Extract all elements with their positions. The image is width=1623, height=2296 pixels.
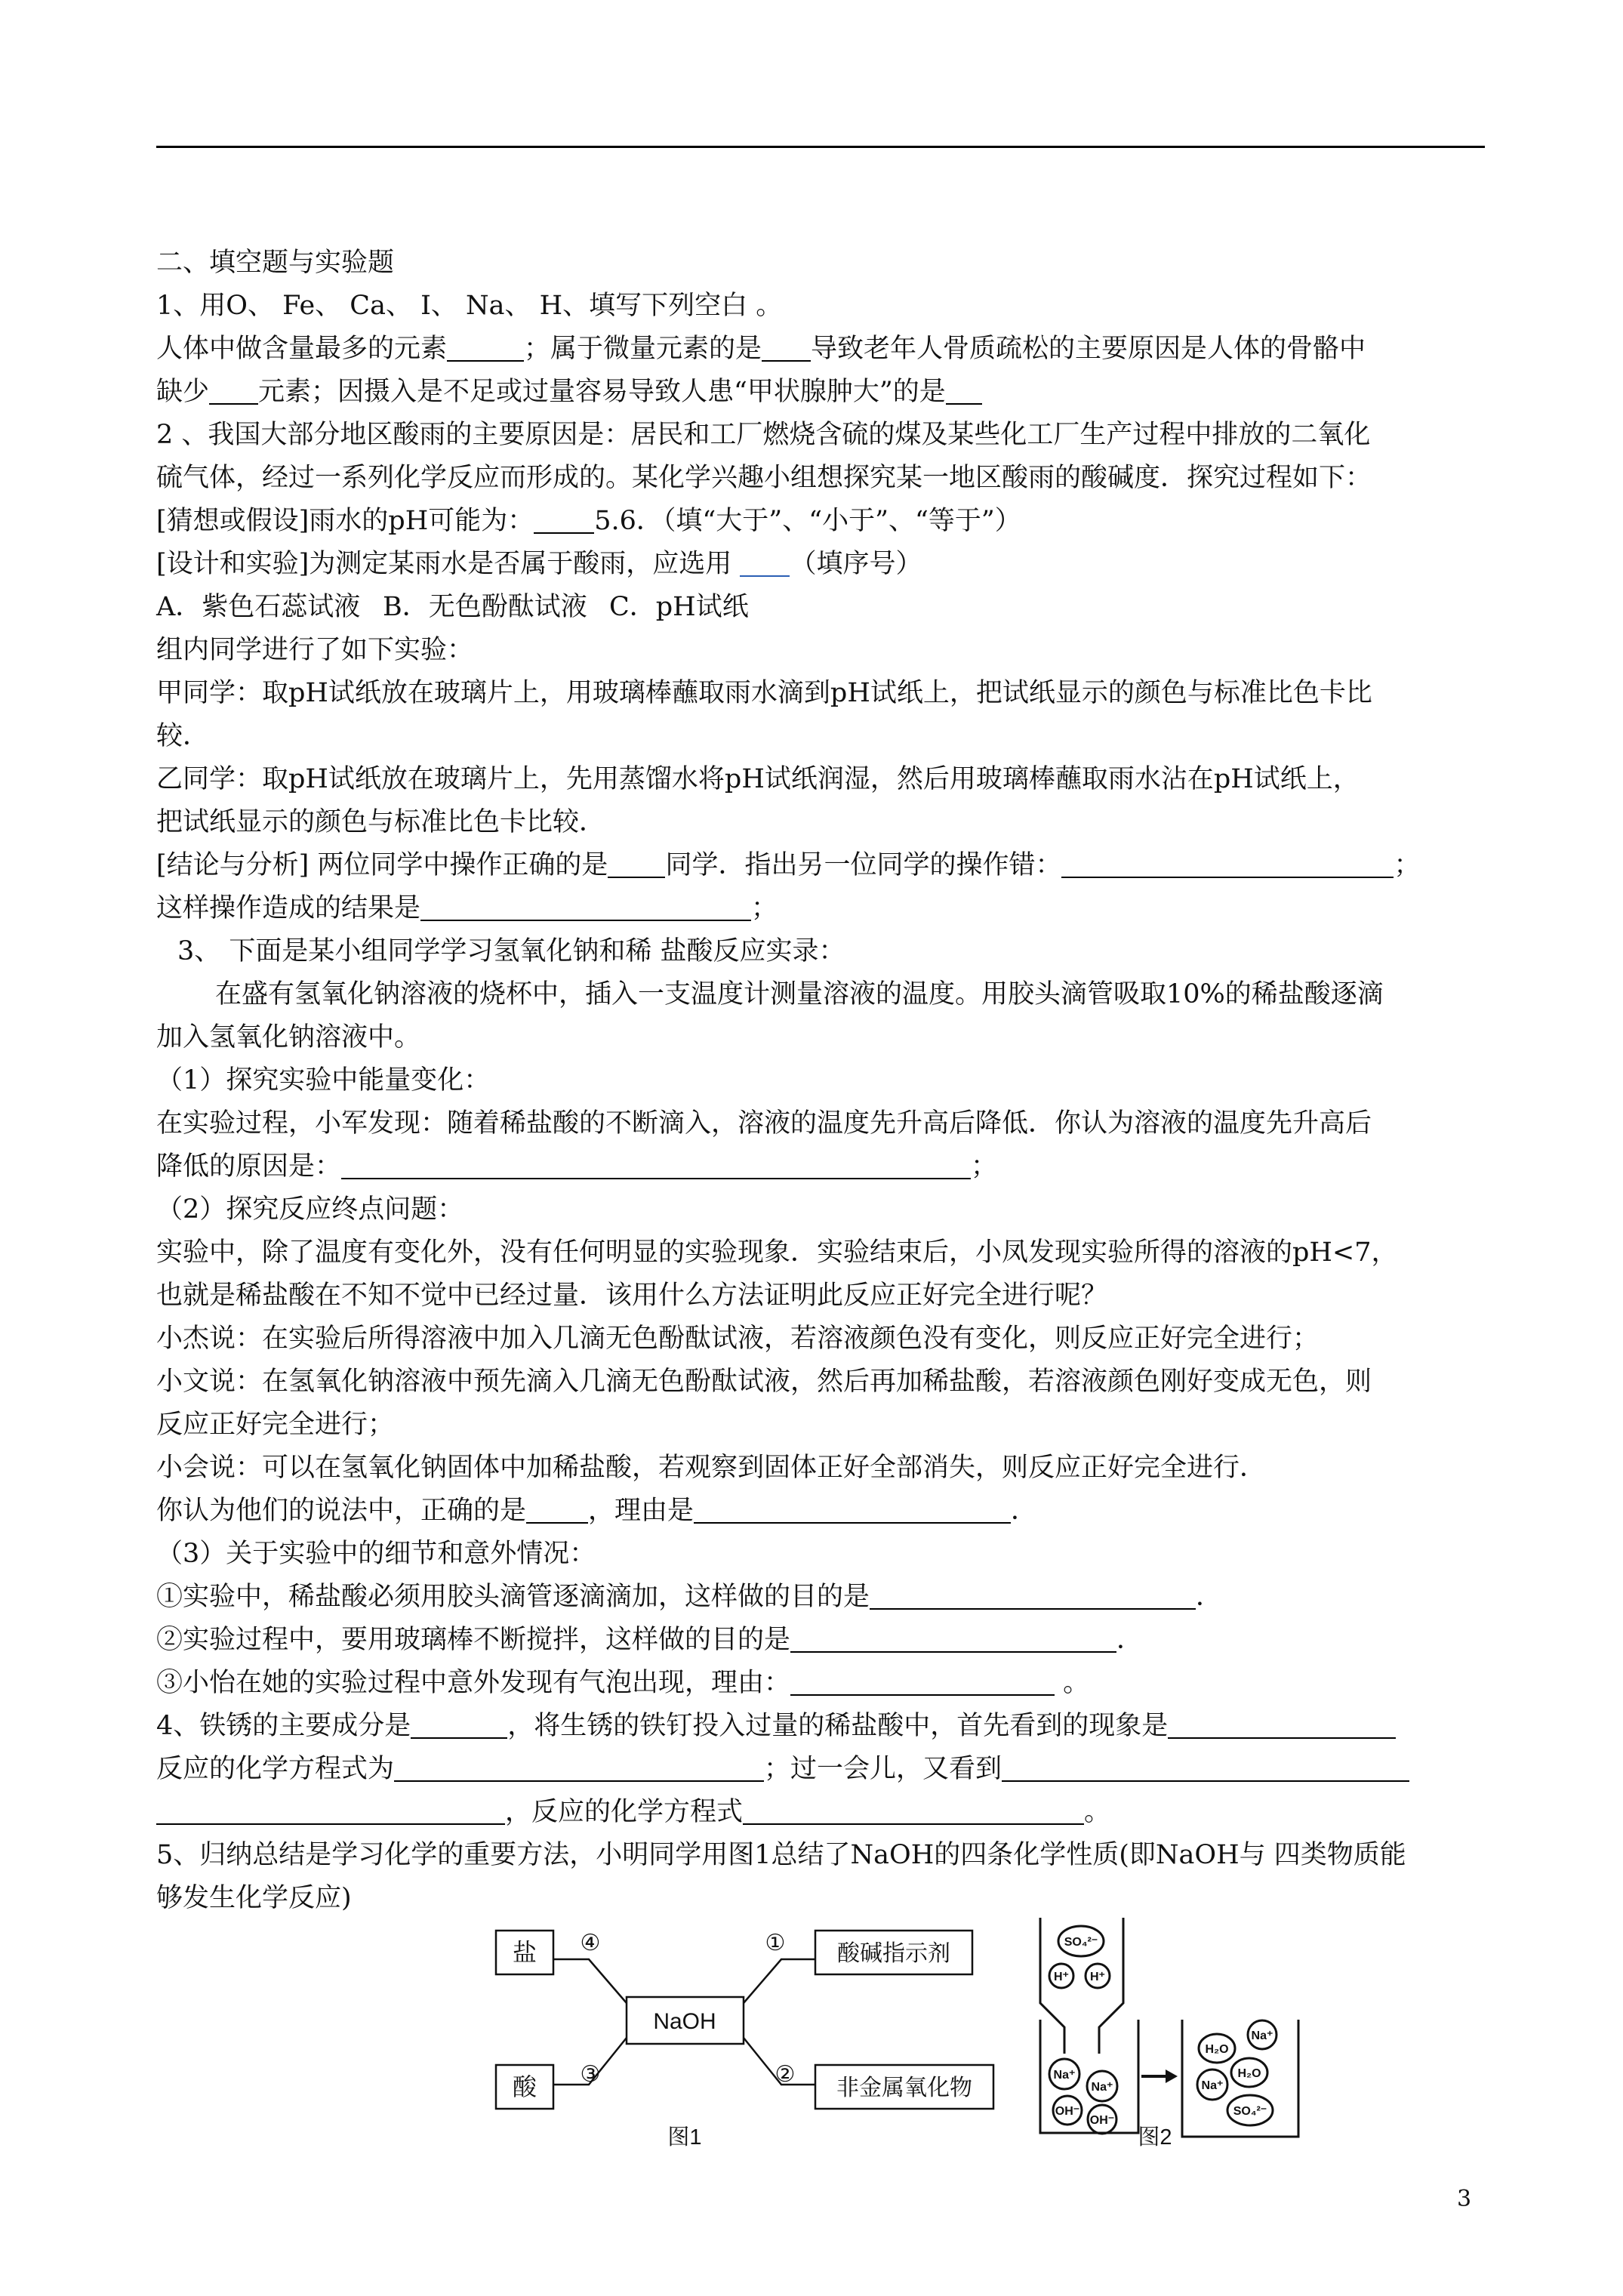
q2-options: A．紫色石蕊试液 B．无色酚酞试液 C．pH试纸 [156,592,749,622]
answer-blank[interactable] [946,373,982,405]
figure-1-caption: 图1 [667,2125,702,2150]
figure-2-caption: 图2 [1138,2125,1172,2150]
q3-part2-line-2: 也就是稀盐酸在不知不觉中已经过量．该用什么方法证明此反应正好完全进行呢？ [156,1281,1108,1311]
figure-2-diagram [1040,1918,1298,2150]
q1-prompt: 1、用O、 Fe、 Ca、 I、 Na、 H、填写下列空白 。 [156,291,783,321]
ion-label: H⁺ [1054,1971,1069,1983]
number-4: ④ [580,1931,601,1955]
q3-detail-3: ③小怡在她的实验过程中意外发现有气泡出现，理由： 。 [156,1662,1492,1705]
answer-blank[interactable] [790,1621,1116,1653]
worksheet-body [156,242,1492,1920]
q3-detail-2: ②实验过程中，要用玻璃棒不断搅拌，这样做的目的是 ． [156,1619,1492,1662]
ion-label: Na⁺ [1091,2081,1113,2094]
q2-design: [设计和实验]为测定某雨水是否属于酸雨，应选用 （填序号） [156,543,1492,586]
answer-blank[interactable] [447,330,524,362]
q3-intro-1: 在盛有氢氧化钠溶液的烧杯中，插入一支温度计测量溶液的温度。用胶头滴管吸取10%的稀盐酸逐滴 [215,979,1384,1009]
header-rule [156,146,1485,148]
q3-intro-2: 加入氢氧化钠溶液中。 [156,1022,421,1052]
ion-label: H₂O [1237,2067,1261,2080]
figure-1-diagram [496,1931,993,2150]
q2-result: 这样操作造成的结果是 ； [156,887,1492,930]
ion-label: SO₄²⁻ [1064,1936,1098,1949]
answer-blank[interactable] [1061,846,1394,878]
figures-area [0,1914,1623,2156]
ion-label: Na⁺ [1053,2069,1076,2082]
q3-xiaowen-1: 小文说：在氢氧化钠溶液中预先滴入几滴无色酚酞试液，然后再加稀盐酸，若溶液颜色刚好变成无色，则 [156,1367,1372,1397]
ion-label: H⁺ [1090,1971,1105,1983]
q2-line-1: 2 、我国大部分地区酸雨的主要原因是：居民和工厂燃烧含硫的煤及某些化工厂生产过程中排放的二氧化 [156,420,1371,450]
q2-yi-2: 把试纸显示的颜色与标准比色卡比较． [156,807,606,837]
answer-blank[interactable] [156,1793,505,1825]
q2-group: 组内同学进行了如下实验： [156,635,474,665]
figures-svg [0,1914,1623,2156]
number-2: ② [775,2062,796,2087]
salt-label: 盐 [512,1939,537,1966]
answer-blank[interactable] [740,545,790,577]
acid-label: 酸 [512,2073,537,2100]
q2-conclusion: [结论与分析] 两位同学中操作正确的是 同学．指出另一位同学的操作错： ； [156,844,1492,887]
q4-line-3: ，反应的化学方程式 。 [156,1791,1492,1834]
page-number: 3 [1457,2186,1472,2212]
answer-blank[interactable] [762,330,811,362]
q3-detail-1: ①实验中，稀盐酸必须用胶头滴管逐滴滴加，这样做的目的是 ． [156,1576,1492,1619]
q1-line-1: 人体中做含量最多的元素 ；属于微量元素的是 导致老年人骨质疏松的主要原因是人体的骨骼中 [156,328,1492,371]
arrow-icon [1166,2069,1178,2083]
ion-label: Na⁺ [1251,2029,1273,2042]
q1-line-2: 缺少 元素；因摄入是不足或过量容易导致人患“甲状腺肿大”的是 [156,371,1492,414]
q5-line-2: 够发生化学反应) [156,1883,352,1913]
q3-part1-line-2: 降低的原因是： ； [156,1145,1492,1188]
q3-xiaohui: 小会说：可以在氢氧化钠固体中加稀盐酸，若观察到固体正好全部消失，则反应正好完全进行． [156,1453,1267,1483]
answer-blank[interactable] [341,1148,971,1179]
answer-blank[interactable] [209,373,258,405]
q3-part1-line-1: 在实验过程，小军发现：随着稀盐酸的不断滴入，溶液的温度先升高后降低．你认为溶液的温度先升高后 [156,1108,1372,1139]
section-title: 二、填空题与实验题 [156,248,395,278]
answer-blank[interactable] [1168,1707,1396,1739]
q3-part2-line-1: 实验中，除了温度有变化外，没有任何明显的实验现象．实验结束后，小凤发现实验所得的溶液的pH<7， [156,1237,1398,1268]
q2-jia-2: 较． [156,721,210,751]
number-3: ③ [580,2062,601,2087]
naoh-label: NaOH [653,2009,716,2034]
q2-line-2: 硫气体，经过一系列化学反应而形成的。某化学兴趣小组想探究某一地区酸雨的酸碱度．探究过程如下： [156,463,1372,493]
ion-label: SO₄²⁻ [1233,2105,1267,2118]
connector-indicator [744,1959,815,2003]
q3-part1-title: （1）探究实验中能量变化： [156,1065,491,1096]
ion-label: OH⁻ [1089,2114,1115,2127]
answer-blank[interactable] [411,1707,507,1739]
answer-blank[interactable] [534,502,594,534]
q2-guess: [猜想或假设]雨水的pH可能为： 5.6．（填“大于”、“小于”、“等于”） [156,500,1492,543]
answer-blank[interactable] [743,1793,1084,1825]
answer-blank[interactable] [694,1492,1011,1524]
q4-line-2: 反应的化学方程式为 ；过一会儿，又看到 [156,1748,1492,1791]
answer-blank[interactable] [870,1578,1196,1610]
q3-which: 你认为他们的说法中，正确的是 ，理由是 ． [156,1490,1492,1533]
ion-label: H₂O [1205,2043,1229,2056]
q2-jia-1: 甲同学：取pH试纸放在玻璃片上，用玻璃棒蘸取雨水滴到pH试纸上，把试纸显示的颜色与标准比色卡比 [156,678,1372,708]
q3-title: 3、 下面是某小组同学学习氢氧化钠和稀 盐酸反应实录： [177,936,845,966]
answer-blank[interactable] [1002,1750,1409,1782]
q5-line-1: 5、归纳总结是学习化学的重要方法，小明同学用图1总结了NaOH的四条化学性质(即NaOH与 四类物质能 [156,1840,1406,1870]
ion-label: Na⁺ [1201,2079,1224,2092]
q2-yi-1: 乙同学：取pH试纸放在玻璃片上，先用蒸馏水将pH试纸润湿，然后用玻璃棒蘸取雨水沾在pH试纸上， [156,764,1360,794]
answer-blank[interactable] [394,1750,764,1782]
answer-blank[interactable] [790,1664,1055,1696]
answer-blank[interactable] [526,1492,588,1524]
answer-blank[interactable] [608,846,665,878]
q3-part2-title: （2）探究反应终点问题： [156,1194,464,1225]
ion-label: OH⁻ [1055,2105,1080,2118]
answer-blank[interactable] [420,889,751,921]
q3-part3-title: （3）关于实验中的细节和意外情况： [156,1539,596,1569]
q3-xiaowen-2: 反应正好完全进行； [156,1410,395,1440]
indicator-label: 酸碱指示剂 [837,1941,950,1966]
q3-xiaojie: 小杰说：在实验后所得溶液中加入几滴无色酚酞试液，若溶液颜色没有变化，则反应正好完全进行； [156,1324,1320,1354]
oxide-label: 非金属氧化物 [836,2076,972,2100]
q4-line-1: 4、铁锈的主要成分是 ，将生锈的铁钉投入过量的稀盐酸中，首先看到的现象是 [156,1705,1492,1748]
connector-salt [553,1959,627,2003]
number-1: ① [765,1931,786,1955]
